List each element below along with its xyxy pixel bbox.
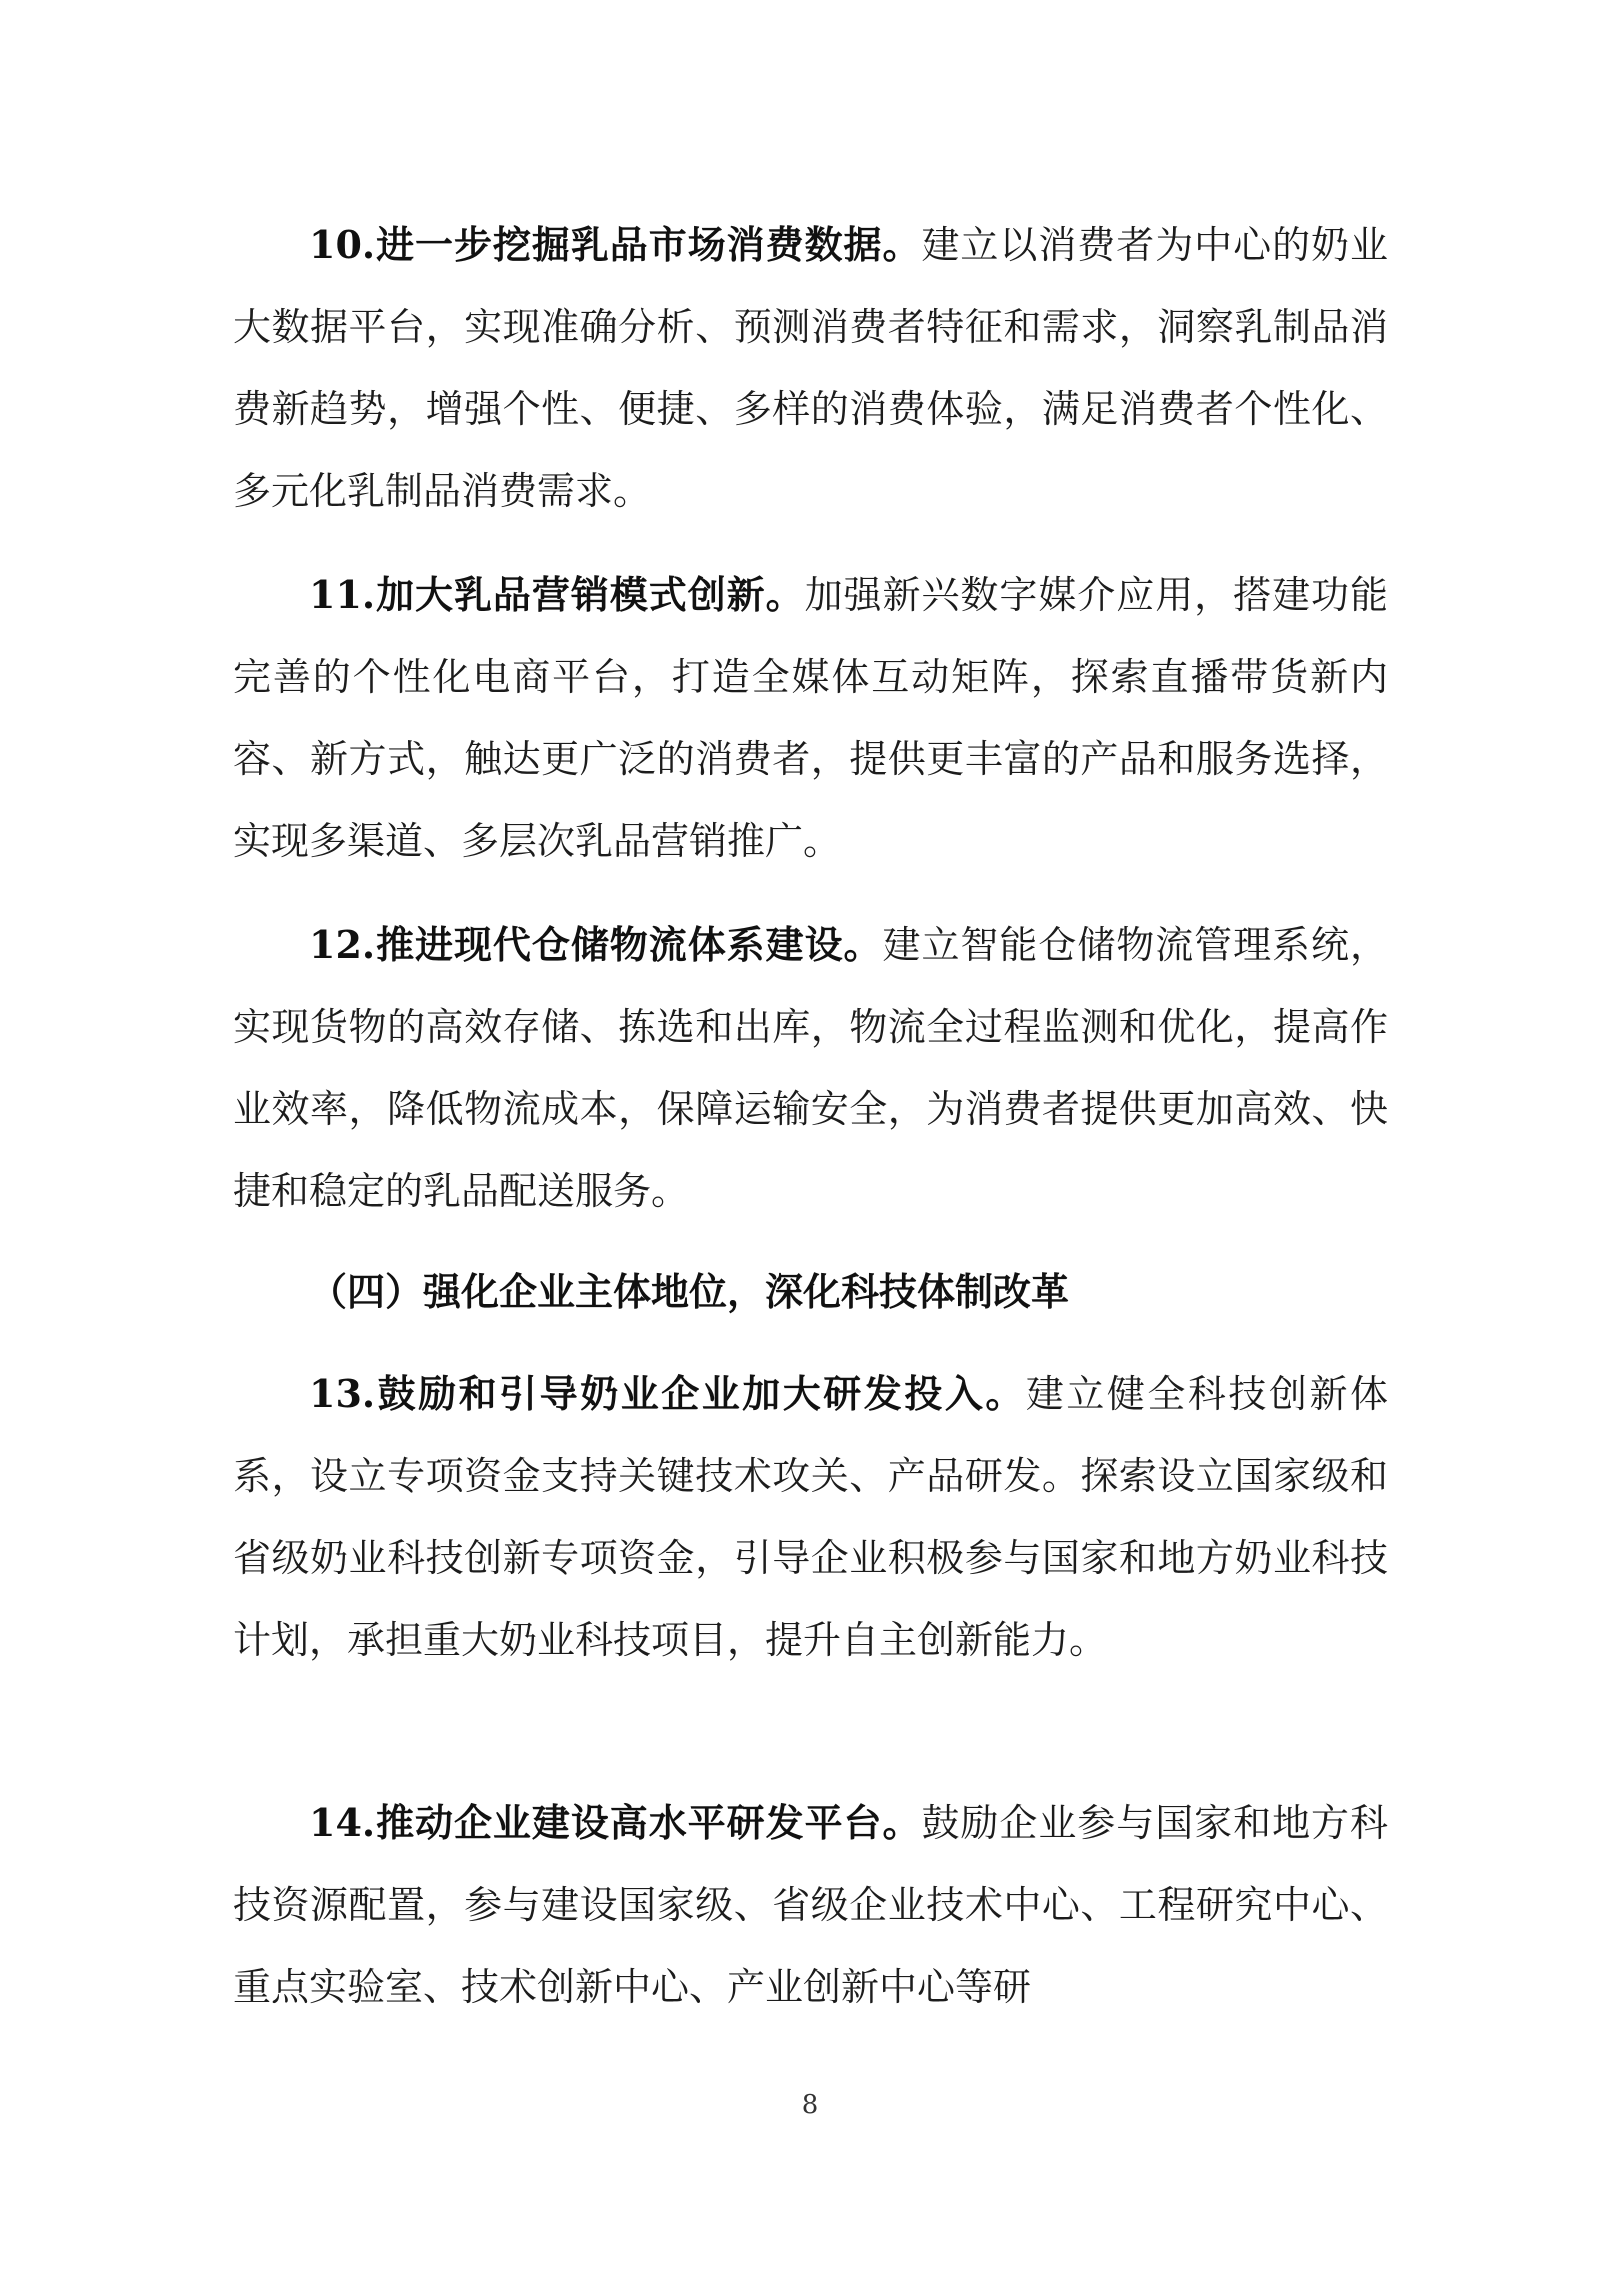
- paragraph-11-body: 加强新兴数字媒介应用，搭建功能完善的个性化电商平台，打造全媒体互动矩阵，探索直播带货新内容、新方式，触达更广泛的消费者，提供更丰富的产品和服务选择，实现多渠道、多层次乳品营销推广。: [233, 573, 1388, 863]
- paragraph-13: [233, 1353, 1388, 1681]
- paragraph-13-body: 建立健全科技创新体系，设立专项资金支持关键技术攻关、产品研发。探索设立国家级和省级奶业科技创新专项资金，引导企业积极参与国家和地方奶业科技计划，承担重大奶业科技项目，提升自主创新能力。: [233, 1372, 1388, 1662]
- page-number: 8: [801, 2090, 819, 2120]
- paragraph-14: [233, 1782, 1388, 2028]
- section-heading: （四）强化企业主体地位，深化科技体制改革: [309, 1269, 1070, 1314]
- paragraph-10-body: 建立以消费者为中心的奶业大数据平台，实现准确分析、预测消费者特征和需求，洞察乳制品消费新趋势，增强个性、便捷、多样的消费体验，满足消费者个性化、多元化乳制品消费需求。: [233, 223, 1388, 513]
- paragraph-13-lead: 13.鼓励和引导奶业企业加大研发投入。: [309, 1371, 1026, 1416]
- paragraph-12-lead: 12.推进现代仓储物流体系建设。: [309, 922, 883, 967]
- paragraph-14-body: 鼓励企业参与国家和地方科技资源配置，参与建设国家级、省级企业技术中心、工程研究中心、重点实验室、技术创新中心、产业创新中心等研: [233, 1801, 1388, 2009]
- paragraph-11-lead: 11.加大乳品营销模式创新。: [309, 572, 805, 617]
- paragraph-10: [233, 204, 1388, 532]
- paragraph-12: [233, 904, 1388, 1232]
- paragraph-10-lead: 10.进一步挖掘乳品市场消费数据。: [309, 222, 922, 267]
- paragraph-11: [233, 554, 1388, 882]
- paragraph-12-body: 建立智能仓储物流管理系统，实现货物的高效存储、拣选和出库，物流全过程监测和优化，提高作业效率，降低物流成本，保障运输安全，为消费者提供更加高效、快捷和稳定的乳品配送服务。: [233, 923, 1388, 1213]
- paragraph-14-lead: 14.推动企业建设高水平研发平台。: [309, 1800, 922, 1845]
